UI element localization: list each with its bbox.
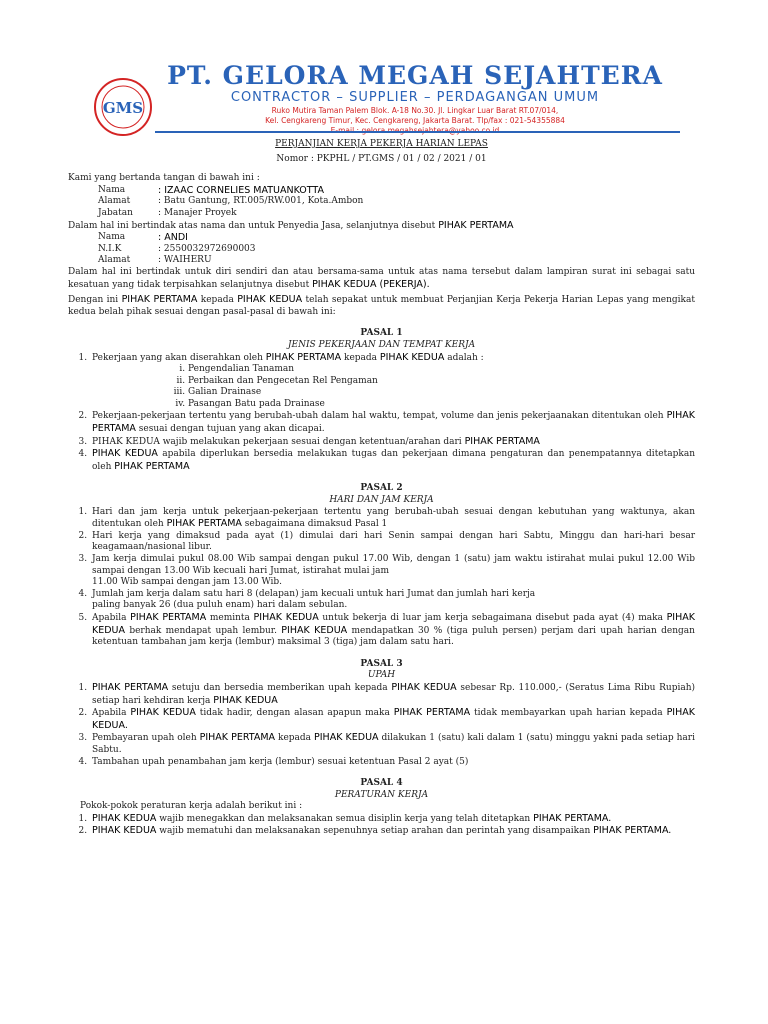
pasal4-list [68, 813, 695, 838]
party2-nik-key: N.I.K [98, 243, 122, 254]
agreement-paragraph: Dengan ini PIHAK PERTAMA kepada PIHAK KEDUA telah sepakat untuk membuat Perjanjian Kerja Pekerja Harian Lepas yang mengikat kedua belah pihak sesuai dengan pasal-pasal di bawah ini: [68, 294, 695, 317]
pasal2-list [68, 507, 695, 649]
party1-name-row [68, 185, 695, 197]
letterhead [0, 0, 768, 135]
party2-address-value: : WAIHERU [158, 255, 212, 266]
pasal3-item-2: 2. Apabila PIHAK KEDUA tidak hadir, dengan alasan apapun maka PIHAK PERTAMA tidak membayarkan upah harian kepada PIHAK KEDUA. [90, 707, 695, 732]
company-address-2: Kel. Cengkareng Timur, Kec. Cengkareng, Jakarta Barat. Tlp/fax : 021-54355884 [265, 116, 565, 125]
pasal3-item-1: 1. PIHAK PERTAMA setuju dan bersedia memberikan upah kepada PIHAK KEDUA sebesar Rp. 110.000,- (Seratus Lima Ribu Rupiah) setiap hari kehdiran kerja PIHAK KEDUA [90, 682, 695, 707]
party2-address-row [68, 255, 695, 267]
pasal4-item-1: 1. PIHAK KEDUA wajib menegakkan dan melaksanakan semua disiplin kerja yang telah ditetapkan PIHAK PERTAMA. [90, 813, 695, 826]
pasal1-work-list [92, 364, 695, 410]
party2-name-row [68, 232, 695, 244]
pasal2-item-5: 5. Apabila PIHAK PERTAMA meminta PIHAK KEDUA untuk bekerja di luar jam kerja sebagaimana disebut pada ayat (4) maka PIHAK KEDUA berhak mendapat upah lembur. PIHAK KEDUA mendapatkan 30 % (tiga puluh persen) perjam dari upah harian dengan ketentuan tambahan jam kerja (lembur) maksimal 3 (tiga) jam dalam satu hari. [90, 612, 695, 649]
logo-text: GMS [102, 99, 144, 117]
intro-text: Kami yang bertanda tangan di bawah ini : [68, 173, 260, 184]
pasal3-subtitle: UPAH [367, 670, 396, 681]
list-item: iv. Pasangan Batu pada Drainase [188, 399, 695, 411]
pasal4-item-2: 2. PIHAK KEDUA wajib mematuhi dan melaksanakan sepenuhnya setiap arahan dan perintah yang disampaikan PIHAK PERTAMA. [90, 825, 695, 838]
pasal2-item-2: 2. Hari kerja yang dimaksud pada ayat (1) dimulai dari hari Senin sampai dengan hari Sabtu, Minggu dan hari-hari besar keagamaan/nasional libur. [90, 531, 695, 554]
party1-address-value: : Batu Gantung, RT.005/RW.001, Kota.Ambon [158, 196, 364, 207]
pasal4-title: PASAL 4 [360, 778, 403, 789]
list-item: ii. Perbaikan dan Pengecetan Rel Pengaman [188, 376, 695, 388]
list-item: iii. Galian Drainase [188, 387, 695, 399]
pasal1-item-4: 4. PIHAK KEDUA apabila diperlukan bersedia melakukan tugas dan pekerjaan dimana pengaturan dan penempatannya ditetapkan oleh PIHAK PERTAMA [90, 448, 695, 473]
pasal3-item-4: 4. Tambahan upah penambahan jam kerja (lembur) sesuai ketentuan Pasal 2 ayat (5) [90, 757, 695, 769]
pasal2-title: PASAL 2 [360, 483, 403, 494]
party1-position-key: Jabatan [98, 207, 133, 218]
pasal3-title: PASAL 3 [360, 658, 403, 669]
party1-address-key: Alamat [98, 196, 131, 207]
document-title: PERJANJIAN KERJA PEKERJA HARIAN LEPAS [275, 139, 488, 149]
document-body [68, 137, 695, 838]
party2-name-value: : ANDI [158, 232, 188, 244]
party2-nik-row [68, 244, 695, 256]
party1-position-value: : Manajer Proyek [158, 207, 237, 218]
pasal4-intro: Pokok-pokok peraturan kerja adalah berikut ini : [80, 801, 303, 812]
pasal2-item-1: 1. Hari dan jam kerja untuk pekerjaan-pekerjaan tertentu yang berubah-ubah sesuai dengan kebutuhan yang waktunya, akan ditentukan oleh PIHAK PERTAMA sebagaimana dimaksud Pasal 1 [90, 507, 695, 531]
document-number: Nomor : PKPHL / PT.GMS / 01 / 02 / 2021 / 01 [276, 153, 487, 164]
party1-position-row [68, 208, 695, 220]
party1-role-line: Dalam hal ini bertindak atas nama dan untuk Penyedia Jasa, selanjutnya disebut PIHAK PERTAMA [68, 219, 514, 231]
company-tagline: CONTRACTOR – SUPPLIER – PERDAGANGAN UMUM [230, 90, 600, 105]
pasal1-subtitle: JENIS PEKERJAAN DAN TEMPAT KERJA [287, 339, 476, 350]
pasal1-item-1: 1. Pekerjaan yang akan diserahkan oleh PIHAK PERTAMA kepada PIHAK KEDUA adalah : i. Pengendalian Tanaman ii. Perbaikan dan Pengecetan Rel Pengaman iii. Galian Drainase iv. Pasangan Batu pada Drainase [90, 352, 695, 411]
list-item: i. Pengendalian Tanaman [188, 364, 695, 376]
pasal1-item-3: 3. PIHAK KEDUA wajib melakukan pekerjaan sesuai dengan ketentuan/arahan dari PIHAK PERTAMA [90, 436, 695, 449]
pasal1-list [68, 352, 695, 474]
company-block [150, 62, 680, 136]
pasal3-item-3: 3. Pembayaran upah oleh PIHAK PERTAMA kepada PIHAK KEDUA dilakukan 1 (satu) kali dalam 1 (satu) minggu yakni pada setiap hari Sabtu. [90, 732, 695, 756]
party1-name-key: Nama [98, 184, 126, 195]
party2-role-paragraph: Dalam hal ini bertindak untuk diri sendiri dan atau bersama-sama untuk atas nama tersebut dalam lampiran surat ini sebagai satu kesatuan yang tidak terpisahkan selanjutnya disebut PIHAK KEDUA (PEKERJA). [68, 266, 695, 290]
company-name: PT. GELORA MEGAH SEJAHTERA [167, 61, 663, 90]
party2-name-key: Nama [98, 232, 126, 243]
party1-address-row [68, 196, 695, 208]
party2-address-key: Alamat [98, 255, 131, 266]
pasal1-title: PASAL 1 [360, 328, 403, 339]
pasal1-item-2: 2. Pekerjaan-pekerjaan tertentu yang berubah-ubah dalam hal waktu, tempat, volume dan jenis pekerjaanakan ditentukan oleh PIHAK PERTAMA sesuai dengan tujuan yang akan dicapai. [90, 410, 695, 435]
pasal2-subtitle: HARI DAN JAM KERJA [329, 495, 434, 506]
pasal2-item-3: 3. Jam kerja dimulai pukul 08.00 Wib sampai dengan pukul 17.00 Wib, dengan 1 (satu) jam waktu istirahat mulai pukul 12.00 Wib sampai dengan 13.00 Wib kecuali hari Jumat, istirahat mulai jam 11.00 Wib sampai dengan jam 13.00 Wib. [90, 554, 695, 589]
header-divider [155, 131, 680, 133]
pasal4-subtitle: PERATURAN KERJA [334, 789, 429, 800]
party1-name-value: : IZAAC CORNELIES MATUANKOTTA [158, 184, 324, 196]
pasal2-item-4: 4. Jumlah jam kerja dalam satu hari 8 (delapan) jam kecuali untuk hari Jumat dan jumlah hari kerja paling banyak 26 (dua puluh enam) hari dalam sebulan. [90, 589, 695, 612]
pasal3-list [68, 682, 695, 768]
company-address-1: Ruko Mutira Taman Palem Blok. A-18 No.30. Jl. Lingkar Luar Barat RT.07/014, [271, 106, 559, 115]
party2-nik-value: : 2550032972690003 [158, 243, 256, 254]
company-logo [92, 76, 154, 138]
